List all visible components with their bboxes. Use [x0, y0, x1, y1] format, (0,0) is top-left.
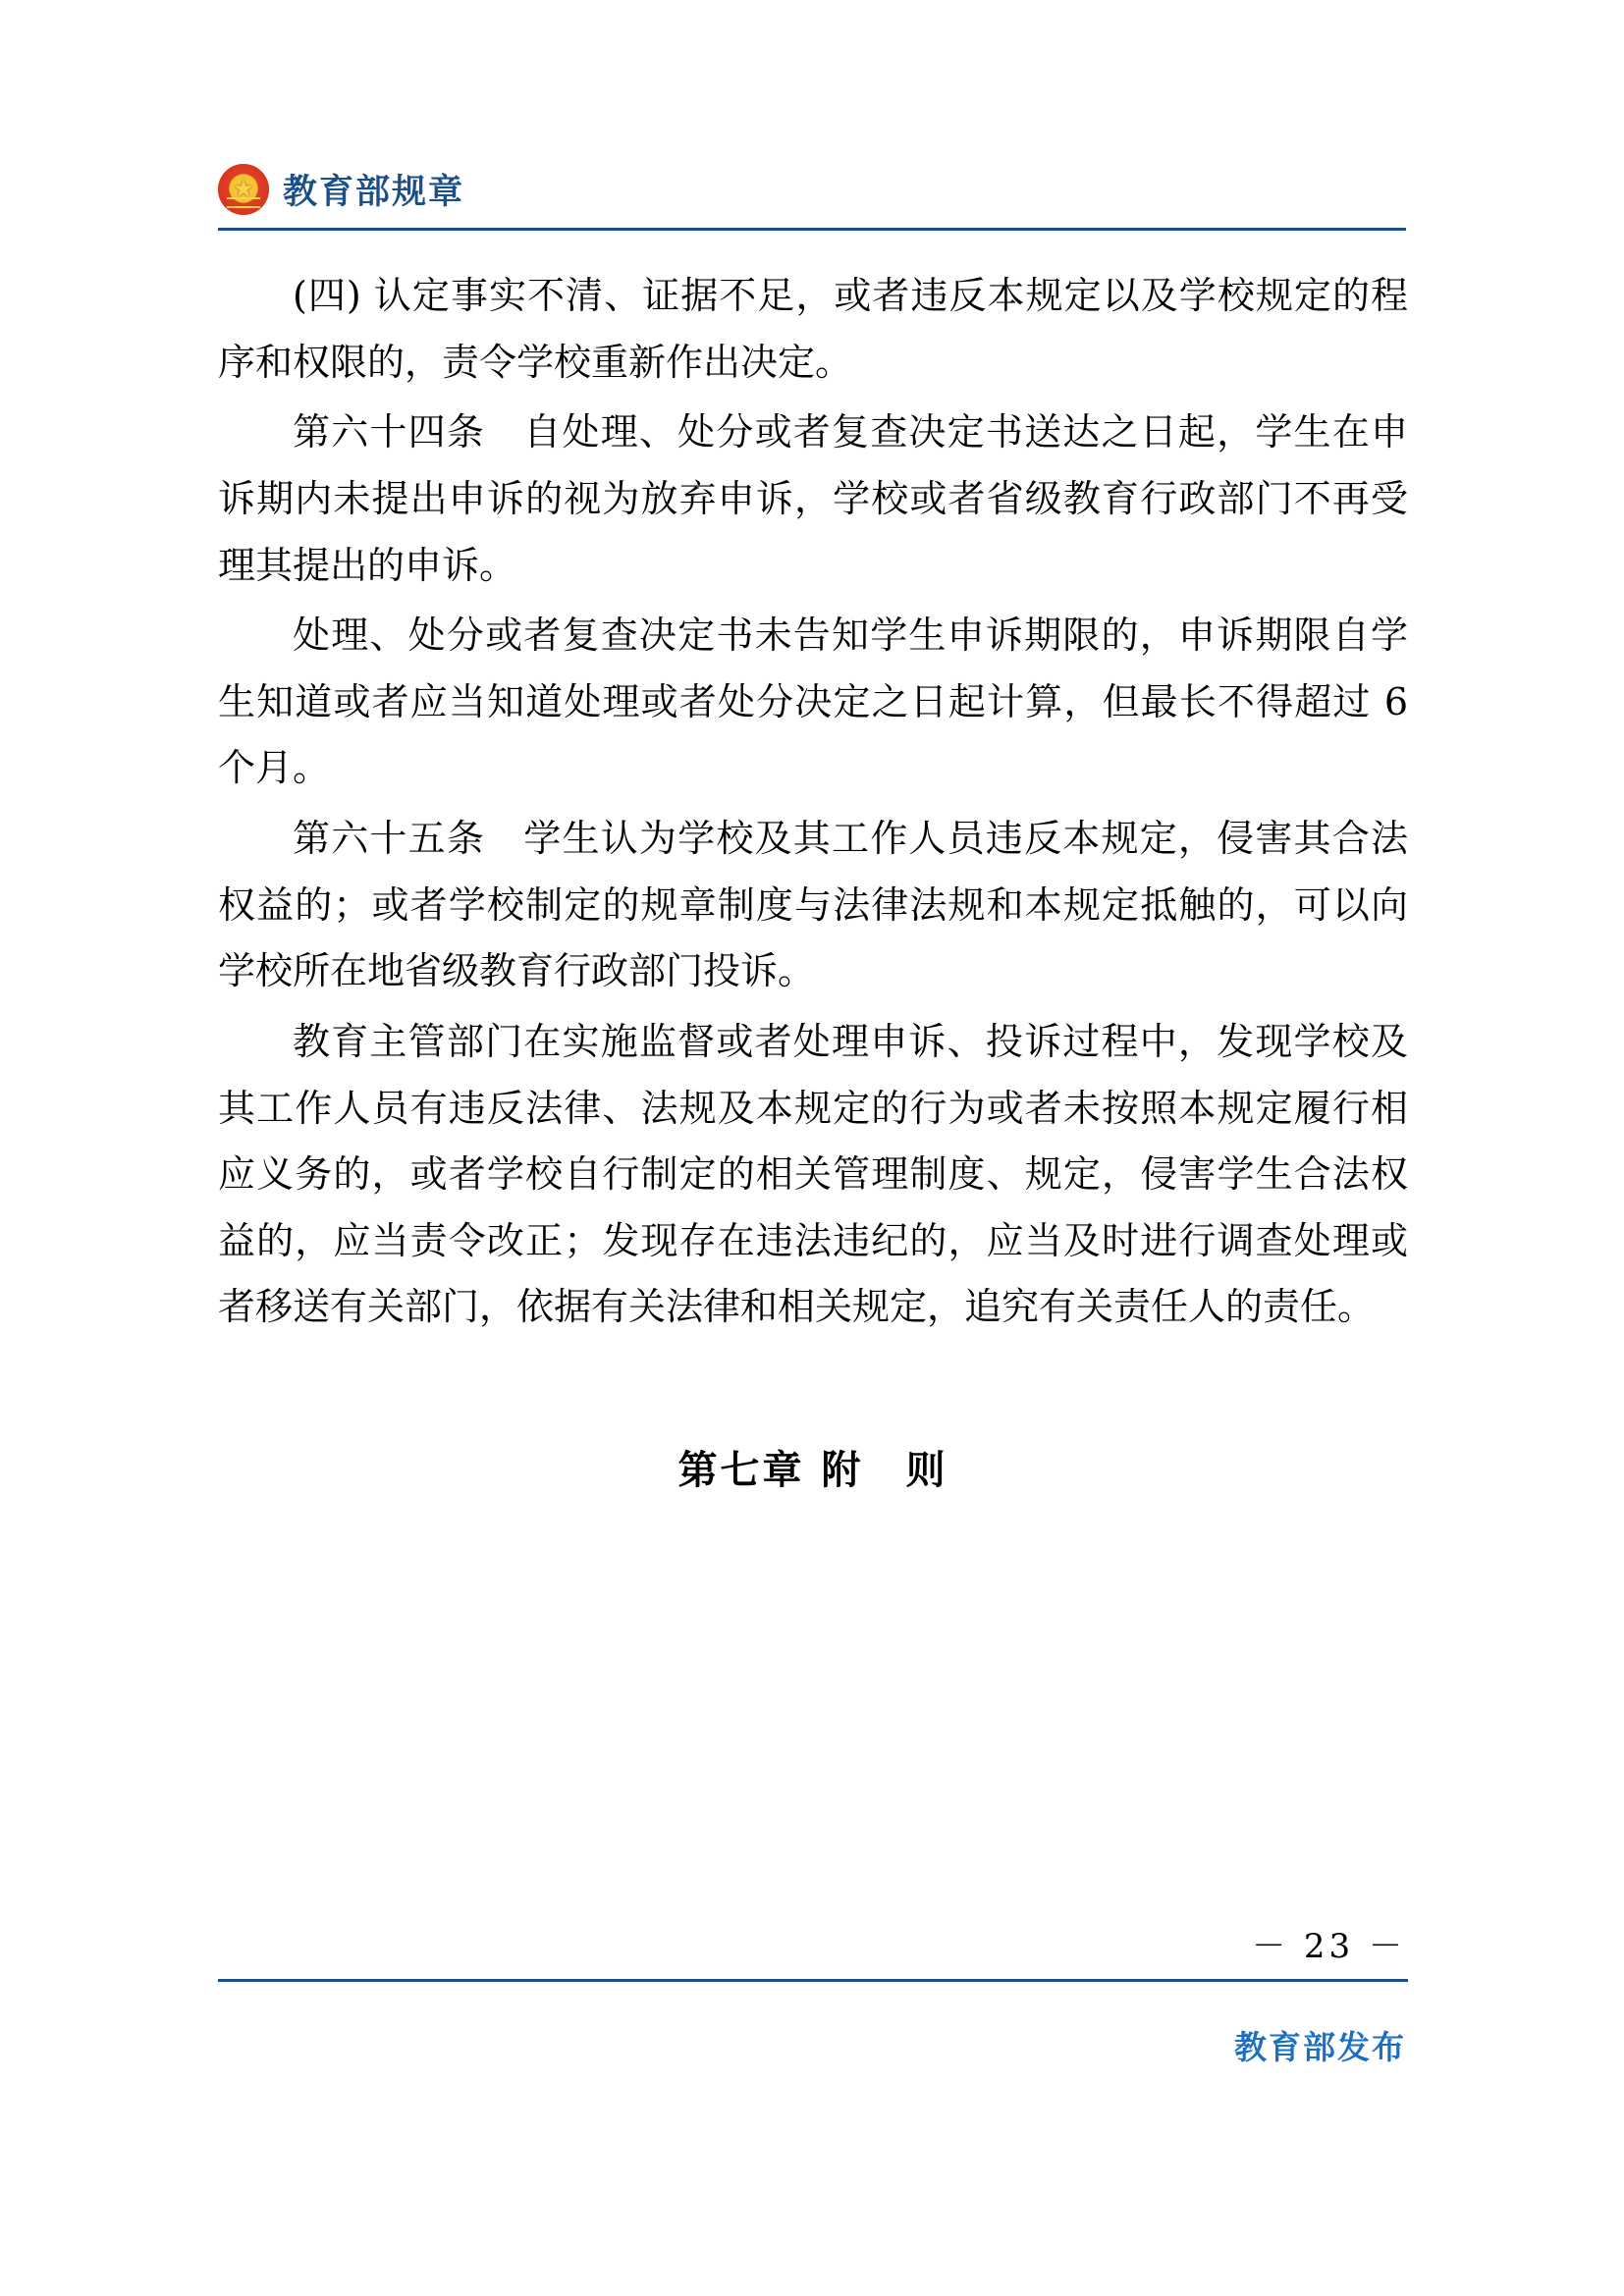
paragraph-article-65: 第六十五条 学生认为学校及其工作人员违反本规定，侵害其合法权益的；或者学校制定的规章制度与法律法规和本规定抵触的，可以向学校所在地省级教育行政部门投诉。 — [218, 817, 1408, 993]
national-emblem-icon — [218, 164, 269, 215]
header-divider — [218, 228, 1406, 231]
paragraph-article-64: 第六十四条 自处理、处分或者复查决定书送达之日起，学生在申诉期内未提出申诉的视为放弃申诉，学校或者省级教育行政部门不再受理其提出的申诉。 — [218, 410, 1408, 587]
paragraph-item-4: (四) 认定事实不清、证据不足，或者违反本规定以及学校规定的程序和权限的，责令学校重新作出决定。 — [218, 274, 1408, 384]
header-title: 教育部规章 — [283, 173, 465, 212]
page-header — [218, 157, 1406, 236]
document-body — [218, 263, 1408, 1505]
paragraph-supervision: 教育主管部门在实施监督或者处理申诉、投诉过程中，发现学校及其工作人员有违反法律、法规及本规定的行为或者未按照本规定履行相应义务的，或者学校自行制定的相关管理制度、规定，侵害学生合法权益的，应当责令改正；发现存在违法违纪的，应当及时进行调查处理或者移送有关部门，依据有关法律和相关规定，追究有关责任人的责任。 — [218, 1019, 1408, 1329]
paragraph-appeal-period: 处理、处分或者复查决定书未告知学生申诉期限的，申诉期限自学生知道或者应当知道处理或者处分决定之日起计算，但最长不得超过 6 个月。 — [218, 614, 1408, 790]
footer-issuer: 教育部发布 — [1234, 2028, 1406, 2066]
header-inner — [218, 157, 1406, 222]
page-number: － 23 － — [1252, 1927, 1406, 1966]
footer-divider — [218, 1979, 1408, 1982]
chapter-heading: 第七章 附 则 — [677, 1447, 948, 1493]
